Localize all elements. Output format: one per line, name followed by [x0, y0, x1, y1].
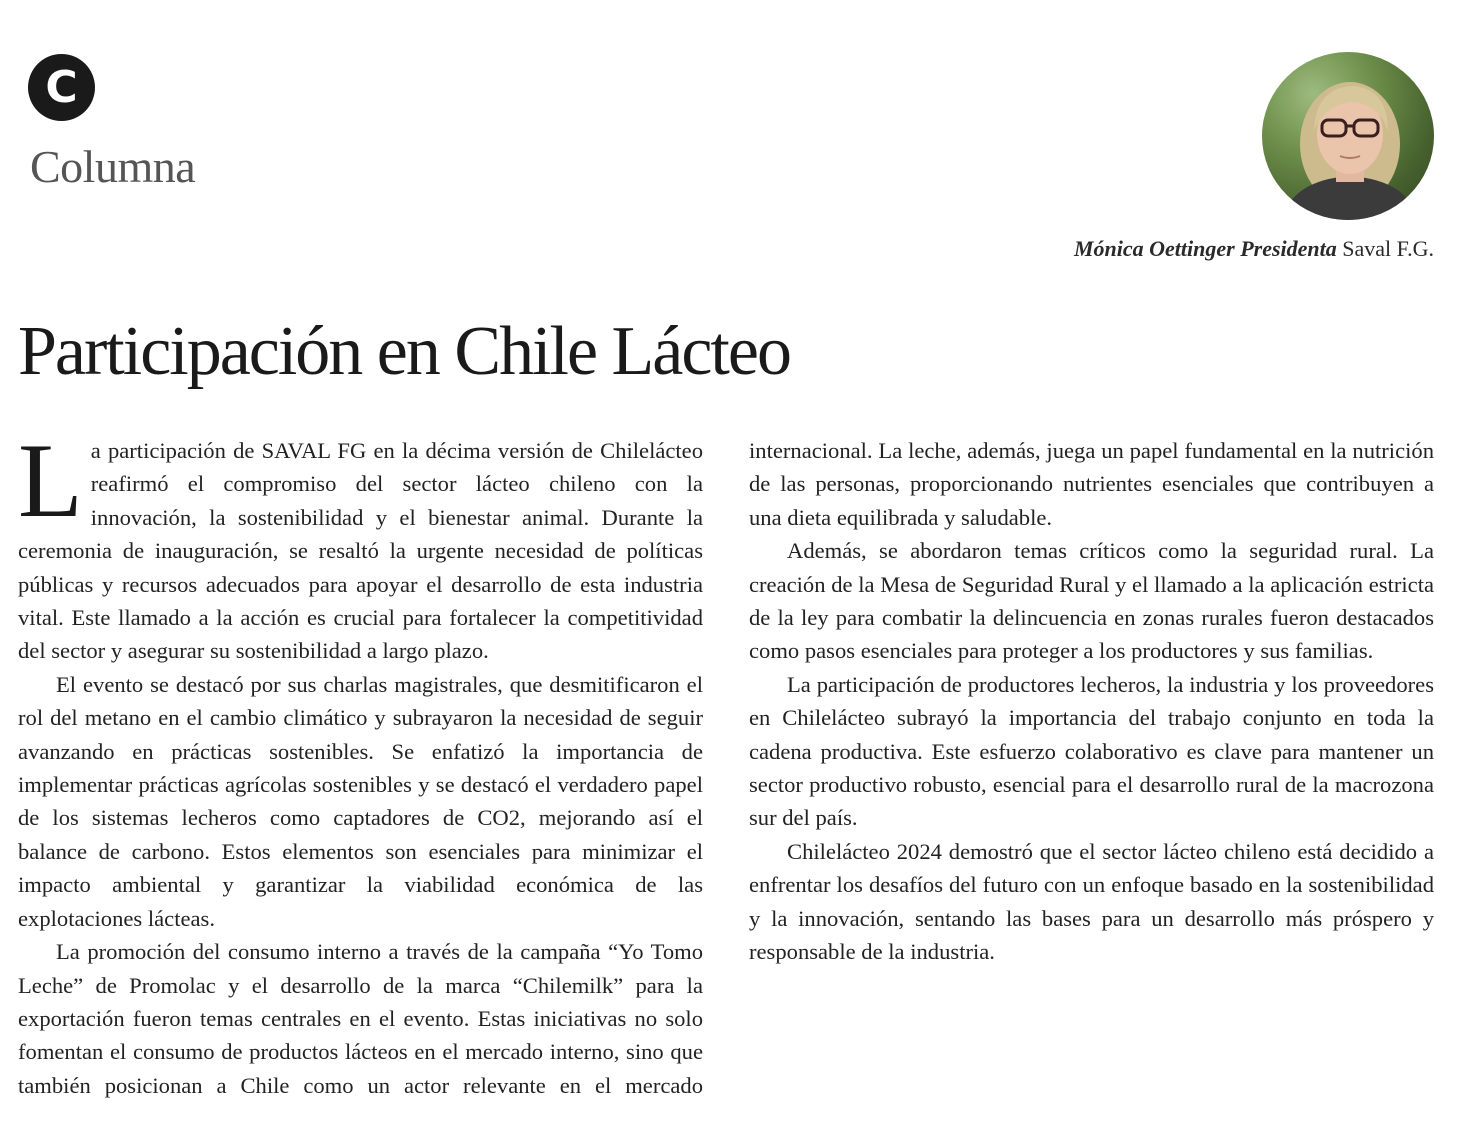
article-paragraph: Además, se abordaron temas críticos como la seguridad rural. La creación de la Mesa de Seguridad Rural y el llamado a la aplicación estricta de la ley para combatir la delincuencia en zonas rurales fueron destacados como pasos esenciales para proteger a los productores y sus familias. [749, 538, 1434, 664]
section-label: Columna [30, 141, 196, 192]
article-headline: Participación en Chile Lácteo [18, 313, 790, 390]
article-paragraph: El evento se destacó por sus charlas magistrales, que desmitificaron el rol del metano en el cambio climático y subrayaron la necesidad de seguir avanzando en prácticas sostenibles. Se enfatizó la importancia de implementar prácticas agrícolas sostenibles y se destacó el verdadero papel de los sistemas lecheros como captadores de CO2, mejorando así el balance de carbono. Estos elementos son esenciales para minimizar el impacto ambiental y garantizar la viabilidad económica de las explotaciones lácteas. [18, 671, 703, 931]
article-paragraph: Chilelácteo 2024 demostró que el sector lácteo chileno está decidido a enfrentar los desafíos del futuro con un enfoque basado en la sostenibilidad y la innovación, sentando las bases para un desarrollo más próspero y responsable de la industria. [749, 838, 1434, 965]
drop-cap: L [18, 422, 83, 539]
article-paragraph [18, 422, 703, 668]
article-paragraph: La promoción del consumo interno a través de la campaña “Yo Tomo Leche” de Promolac y el desarrollo de la marca “Chilemilk” para la exportación fueron temas centrales en el evento. Estas iniciativas no solo fomentan el consumo de productos lácteos en el mercado interno, sino que también posicionan a Chile como un actor relevante en el mercado internacional. La leche, además, juega un papel fundamental en la nutrición de las personas, proporcionando nutrientes esenciales que contribuyen a una dieta equilibrada y saludable. [18, 438, 1434, 1098]
article-paragraph: La participación de productores lecheros, la industria y los proveedores en Chilelácteo subrayó la importancia del trabajo conjunto en toda la cadena productiva. Este esfuerzo colaborativo es clave para mantener un sector productivo robusto, esencial para el desarrollo rural de la macrozona sur del país. [749, 671, 1434, 831]
author-organization: Saval F.G. [1342, 236, 1434, 261]
article-body [18, 422, 1434, 1104]
paragraph-text: a participación de SAVAL FG en la décima versión de Chilelácteo reafirmó el compromiso del sector lácteo chileno con la innovación, la sostenibilidad y el bienestar animal. Durante la ceremonia de inauguración, se resaltó la urgente necesidad de políticas públicas y recursos adecuados para apoyar el desarrollo de esta industria vital. Este llamado a la acción es crucial para fortalecer la competitividad del sector y asegurar su sostenibilidad a largo plazo. [18, 438, 703, 664]
byline [1074, 236, 1434, 262]
section-badge: C [28, 54, 95, 121]
author-photo [1262, 52, 1434, 220]
author-name: Mónica Oettinger Presidenta [1073, 236, 1337, 261]
